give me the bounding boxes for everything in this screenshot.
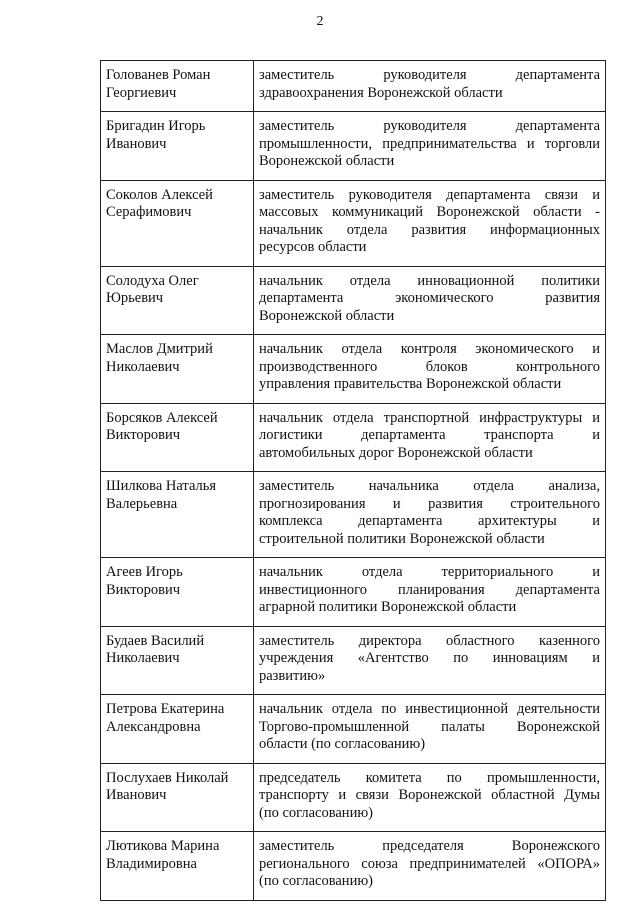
member-position-cell bbox=[254, 112, 606, 181]
member-position-line: Воронежской области bbox=[259, 307, 395, 324]
member-name-cell bbox=[101, 832, 254, 901]
member-name-line: Шилкова Наталья bbox=[106, 478, 217, 494]
member-position-line: Воронежской области bbox=[259, 153, 395, 169]
member-position-line: учреждения «Агентство по инновациям и bbox=[259, 650, 600, 666]
member-row bbox=[101, 266, 606, 335]
member-name-cell bbox=[101, 472, 254, 558]
member-name-line: Александровна bbox=[106, 718, 201, 735]
member-position-line: транспорту и связи Воронежской областной Думы bbox=[259, 787, 600, 803]
member-position-line: департамента экономического развития bbox=[259, 290, 600, 306]
member-position-cell bbox=[254, 832, 606, 901]
member-position-line: области (по согласованию) bbox=[259, 736, 426, 752]
member-name-line: Петрова Екатерина bbox=[106, 701, 225, 717]
member-row bbox=[101, 335, 606, 404]
member-name-line: Маслов Дмитрий bbox=[106, 341, 213, 357]
member-name-cell bbox=[101, 266, 254, 335]
member-position-line: логистики департамента транспорта и bbox=[259, 427, 600, 443]
member-name-line: Валерьевна bbox=[106, 495, 178, 512]
member-name-line: Голованев Роман bbox=[106, 67, 211, 83]
member-name-cell bbox=[101, 403, 254, 472]
member-name-line: Лютикова Марина bbox=[106, 838, 220, 854]
member-position-line: промышленности, предпринимательства и торговли bbox=[259, 135, 600, 152]
member-name-line: Послухаев Николай bbox=[106, 769, 229, 786]
member-position-line: аграрной политики Воронежской области bbox=[259, 599, 517, 615]
member-position-cell bbox=[254, 626, 606, 695]
member-position-cell bbox=[254, 266, 606, 335]
member-name-line: Георгиевич bbox=[106, 84, 177, 101]
member-name-line: Соколов Алексей bbox=[106, 186, 213, 203]
member-row bbox=[101, 695, 606, 764]
member-position-line: начальник отдела развития информационных bbox=[259, 221, 600, 238]
member-position-line: заместитель начальника отдела анализа, bbox=[259, 478, 600, 494]
member-position-line: массовых коммуникаций Воронежской области - bbox=[259, 204, 600, 220]
members-table bbox=[100, 60, 606, 901]
member-position-line: начальник отдела контроля экономического и bbox=[259, 341, 600, 357]
member-position-line: Торгово-промышленной палаты Воронежской bbox=[259, 718, 600, 735]
member-name-line: Владимировна bbox=[106, 855, 197, 872]
member-position-line: инвестиционного планирования департамента bbox=[259, 581, 600, 598]
member-name-line: Бригадин Игорь bbox=[106, 118, 206, 134]
member-position-line: ресурсов области bbox=[259, 239, 367, 255]
member-name-line: Николаевич bbox=[106, 650, 180, 666]
member-name-line: Иванович bbox=[106, 787, 167, 803]
member-position-line: прогнозирования и развития строительного bbox=[259, 495, 600, 512]
member-row bbox=[101, 112, 606, 181]
member-position-line: здравоохранения Воронежской области bbox=[259, 84, 503, 101]
member-position-cell bbox=[254, 472, 606, 558]
member-name-line: Николаевич bbox=[106, 358, 180, 375]
member-position-line: заместитель руководителя департамента bbox=[259, 118, 600, 134]
member-name-cell bbox=[101, 61, 254, 112]
member-name-cell bbox=[101, 335, 254, 404]
member-position-line: начальник отдела транспортной инфраструктуры и bbox=[259, 409, 600, 426]
member-position-line: регионального союза предпринимателей «ОПОРА» bbox=[259, 855, 600, 872]
member-row bbox=[101, 832, 606, 901]
member-name-cell bbox=[101, 695, 254, 764]
member-position-cell bbox=[254, 558, 606, 627]
member-position-cell bbox=[254, 763, 606, 832]
member-position-line: начальник отдела территориального и bbox=[259, 564, 600, 580]
member-position-line: управления правительства Воронежской области bbox=[259, 376, 562, 392]
member-position-cell bbox=[254, 403, 606, 472]
member-name-cell bbox=[101, 626, 254, 695]
member-name-line: Викторович bbox=[106, 581, 181, 598]
member-position-line: заместитель руководителя департамента bbox=[259, 67, 600, 83]
member-position-line: председатель комитета по промышленности, bbox=[259, 769, 600, 786]
member-row bbox=[101, 61, 606, 112]
member-name-line: Серафимович bbox=[106, 204, 192, 220]
member-position-cell bbox=[254, 180, 606, 266]
members-table-body bbox=[101, 61, 606, 901]
member-position-line: начальник отдела инновационной политики bbox=[259, 272, 600, 289]
member-row bbox=[101, 626, 606, 695]
member-position-line: развитию» bbox=[259, 667, 326, 684]
member-name-cell bbox=[101, 180, 254, 266]
member-position-line: заместитель председателя Воронежского bbox=[259, 838, 600, 854]
member-name-cell bbox=[101, 558, 254, 627]
member-position-cell bbox=[254, 335, 606, 404]
member-name-line: Солодуха Олег bbox=[106, 272, 199, 289]
member-position-line: производственного блоков контрольного bbox=[259, 358, 600, 375]
member-name-line: Викторович bbox=[106, 427, 181, 443]
member-row bbox=[101, 558, 606, 627]
member-row bbox=[101, 472, 606, 558]
member-row bbox=[101, 763, 606, 832]
member-position-line: заместитель руководителя департамента связи и bbox=[259, 186, 600, 203]
member-name-cell bbox=[101, 112, 254, 181]
member-name-line: Будаев Василий bbox=[106, 632, 205, 649]
page-number: 2 bbox=[316, 14, 324, 29]
member-position-line: (по согласованию) bbox=[259, 873, 373, 889]
member-name-line: Юрьевич bbox=[106, 290, 164, 306]
member-position-line: строительной политики Воронежской области bbox=[259, 530, 545, 547]
member-name-line: Иванович bbox=[106, 135, 167, 152]
member-name-line: Борсяков Алексей bbox=[106, 409, 218, 426]
member-name-line: Агеев Игорь bbox=[106, 564, 183, 580]
member-position-line: начальник отдела по инвестиционной деятельности bbox=[259, 701, 600, 717]
member-position-cell bbox=[254, 695, 606, 764]
member-row bbox=[101, 180, 606, 266]
member-position-line: (по согласованию) bbox=[259, 804, 373, 821]
member-position-line: автомобильных дорог Воронежской области bbox=[259, 444, 533, 461]
member-row bbox=[101, 403, 606, 472]
member-position-line: комплекса департамента архитектуры и bbox=[259, 513, 600, 529]
member-position-line: заместитель директора областного казенного bbox=[259, 632, 600, 649]
member-position-cell bbox=[254, 61, 606, 112]
member-name-cell bbox=[101, 763, 254, 832]
